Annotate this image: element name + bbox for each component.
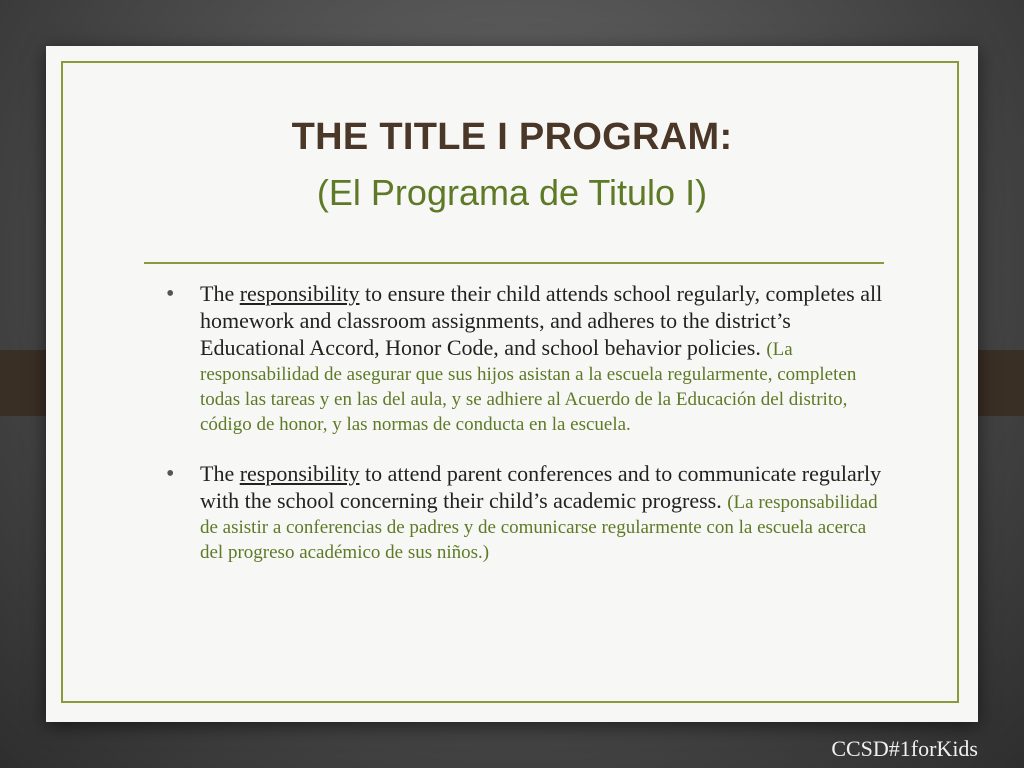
- bullet-english-keyword: responsibility: [239, 461, 360, 486]
- slide-subtitle: (El Programa de Titulo I): [316, 172, 708, 213]
- footer-hashtag: CCSD#1forKids: [831, 736, 978, 761]
- title-divider: [144, 262, 884, 264]
- bullet-english-text: to attend parent conferences and to communicate regularly with the school concerning their child’s academic progress.: [200, 461, 882, 513]
- bullet-dot-icon: •: [166, 281, 175, 307]
- bullet-dot-icon: •: [166, 461, 175, 487]
- bullet-spanish-text: (La responsabilidad de asegurar que sus hijos asistan a la escuela regularmente, completen todas las tareas y en las del aula, y se adhiere al Acuerdo de la Educación del distrito, código de honor, y las normas de conducta en la escuela.: [200, 339, 857, 435]
- bullet-english-lead: The: [200, 461, 240, 486]
- bullet-spanish-text: (La responsabilidad de asistir a conferencias de padres y de comunicarse regularmente con la escuela acerca del progreso académico de sus niños.): [200, 492, 878, 563]
- bullet-item-attendance: [164, 282, 884, 438]
- slide-title: THE TITLE I PROGRAM:: [291, 116, 733, 158]
- slide-card: [46, 46, 978, 722]
- bullet-english-lead: The: [200, 281, 240, 306]
- bullet-english-keyword: responsibility: [239, 281, 360, 306]
- bullet-item-conferences: [164, 462, 884, 566]
- bullet-list: [164, 282, 884, 590]
- bullet-english-text: to ensure their child attends school regularly, completes all homework and classroom assignments, and adheres to the district’s Educational Accord, Honor Code, and school behavior policies.: [200, 281, 883, 360]
